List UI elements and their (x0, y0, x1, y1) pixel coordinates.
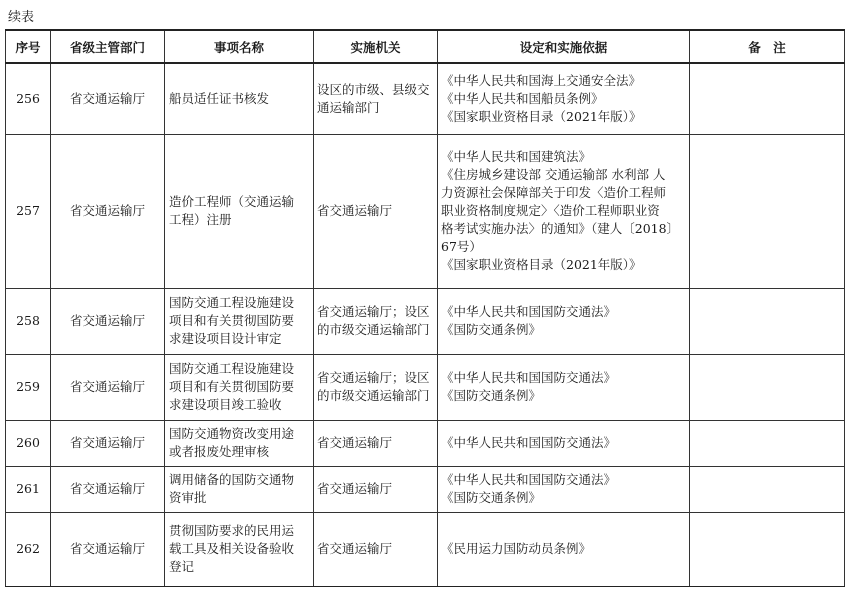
cell-basis-line: 《国防交通条例》 (441, 388, 542, 403)
cell-basis-line: 《中华人民共和国国防交通法》 (441, 304, 617, 319)
cell-agency-line: 省交通运输厅 (317, 203, 393, 218)
cell-basis-line: 《中华人民共和国建筑法》 (441, 149, 592, 164)
cell-item-name (165, 354, 314, 420)
cell-remark (690, 354, 845, 420)
table-caption: 续表 (8, 10, 35, 25)
cell-basis (438, 288, 690, 354)
header-name: 事项名称 (165, 30, 314, 63)
cell-item-name-line: 国防交通工程设施建设 (169, 361, 295, 376)
header-num: 序号 (6, 30, 51, 63)
cell-basis-line: 《住房城乡建设部 交通运输部 水利部 人 (441, 167, 666, 182)
cell-item-name (165, 466, 314, 512)
cell-remark (690, 420, 845, 466)
cell-basis-line: 格考试实施办法〉的通知》（建人〔2018〕 (441, 221, 680, 236)
header-dept: 省级主管部门 (51, 30, 165, 63)
cell-basis-line: 《中华人民共和国国防交通法》 (441, 472, 617, 487)
cell-remark (690, 466, 845, 512)
cell-dept: 省交通运输厅 (51, 63, 165, 134)
cell-basis-line: 67号） (441, 239, 482, 254)
cell-item-name (165, 288, 314, 354)
table-row (6, 420, 845, 466)
cell-item-name-line: 调用储备的国防交通物 (169, 472, 295, 487)
cell-dept: 省交通运输厅 (51, 420, 165, 466)
cell-item-name-line: 登记 (169, 559, 195, 574)
cell-agency-line: 省交通运输厅 (317, 435, 393, 450)
cell-item-name-line: 载工具及相关设备验收 (169, 541, 295, 556)
cell-remark (690, 512, 845, 586)
cell-item-name-line: 工程）注册 (169, 212, 232, 227)
cell-basis (438, 466, 690, 512)
cell-agency-line: 设区的市级、县级交 (317, 81, 430, 97)
cell-item-name-line: 求建设项目竣工验收 (169, 397, 282, 412)
cell-agency-line: 省交通运输厅 (317, 541, 393, 556)
header-basis: 设定和实施依据 (438, 30, 690, 63)
cell-item-name (165, 512, 314, 586)
cell-basis-line: 力资源社会保障部关于印发〈造价工程师 (441, 185, 667, 200)
cell-basis-line: 《中华人民共和国国防交通法》 (441, 435, 617, 450)
cell-num: 261 (6, 466, 51, 512)
cell-item-name (165, 134, 314, 288)
cell-agency (314, 288, 438, 354)
cell-item-name-line: 造价工程师（交通运输 (169, 194, 295, 209)
cell-agency (314, 63, 438, 134)
header-remark: 备 注 (690, 30, 845, 63)
cell-agency (314, 466, 438, 512)
cell-agency (314, 512, 438, 586)
cell-dept: 省交通运输厅 (51, 512, 165, 586)
cell-num: 257 (6, 134, 51, 288)
cell-num: 262 (6, 512, 51, 586)
table-row (6, 134, 845, 288)
cell-dept: 省交通运输厅 (51, 134, 165, 288)
cell-dept: 省交通运输厅 (51, 288, 165, 354)
cell-basis-line: 《国家职业资格目录（2021年版）》 (441, 257, 642, 272)
cell-item-name-line: 项目和有关贯彻国防要 (169, 313, 295, 328)
cell-agency-line: 的市级交通运输部门 (317, 388, 430, 403)
cell-agency (314, 354, 438, 420)
cell-agency-line: 省交通运输厅 (317, 481, 393, 496)
cell-basis (438, 420, 690, 466)
cell-basis-line: 职业资格制度规定〉〈造价工程师职业资 (441, 203, 660, 218)
cell-num: 260 (6, 420, 51, 466)
cell-basis-line: 《中华人民共和国海上交通安全法》 (441, 72, 642, 88)
cell-agency-line: 省交通运输厅；设区 (317, 304, 430, 319)
cell-basis-line: 《中华人民共和国船员条例》 (441, 90, 604, 106)
cell-agency (314, 420, 438, 466)
cell-basis (438, 512, 690, 586)
cell-item-name-line: 资审批 (169, 490, 207, 505)
cell-agency-line: 通运输部门 (317, 99, 380, 115)
table-row (6, 354, 845, 420)
table-row (6, 466, 845, 512)
cell-num: 258 (6, 288, 51, 354)
cell-item-name-line: 或者报废处理审核 (169, 444, 270, 459)
cell-basis-line: 《国家职业资格目录（2021年版）》 (441, 108, 642, 124)
cell-item-name-line: 求建设项目设计审定 (169, 331, 282, 346)
cell-basis-line: 《国防交通条例》 (441, 490, 542, 505)
cell-basis-line: 《中华人民共和国国防交通法》 (441, 370, 617, 385)
cell-agency (314, 134, 438, 288)
cell-dept: 省交通运输厅 (51, 354, 165, 420)
cell-item-name-line: 项目和有关贯彻国防要 (169, 379, 295, 394)
approval-items-table (5, 29, 845, 587)
cell-item-name (165, 420, 314, 466)
header-agency: 实施机关 (314, 30, 438, 63)
cell-basis (438, 63, 690, 134)
table-row (6, 63, 845, 134)
table-row (6, 288, 845, 354)
cell-agency-line: 省交通运输厅；设区 (317, 370, 430, 385)
header-row (6, 30, 845, 63)
cell-num: 256 (6, 63, 51, 134)
cell-remark (690, 288, 845, 354)
cell-num: 259 (6, 354, 51, 420)
cell-remark (690, 63, 845, 134)
cell-item-name (165, 63, 314, 134)
cell-item-name-line: 船员适任证书核发 (169, 90, 270, 106)
cell-remark (690, 134, 845, 288)
cell-item-name-line: 国防交通物资改变用途 (169, 426, 295, 441)
cell-item-name-line: 国防交通工程设施建设 (169, 295, 295, 310)
table-row (6, 512, 845, 586)
cell-basis (438, 134, 690, 288)
cell-agency-line: 的市级交通运输部门 (317, 322, 430, 337)
cell-basis-line: 《民用运力国防动员条例》 (441, 541, 592, 556)
cell-dept: 省交通运输厅 (51, 466, 165, 512)
cell-basis (438, 354, 690, 420)
cell-basis-line: 《国防交通条例》 (441, 322, 542, 337)
cell-item-name-line: 贯彻国防要求的民用运 (169, 523, 295, 538)
